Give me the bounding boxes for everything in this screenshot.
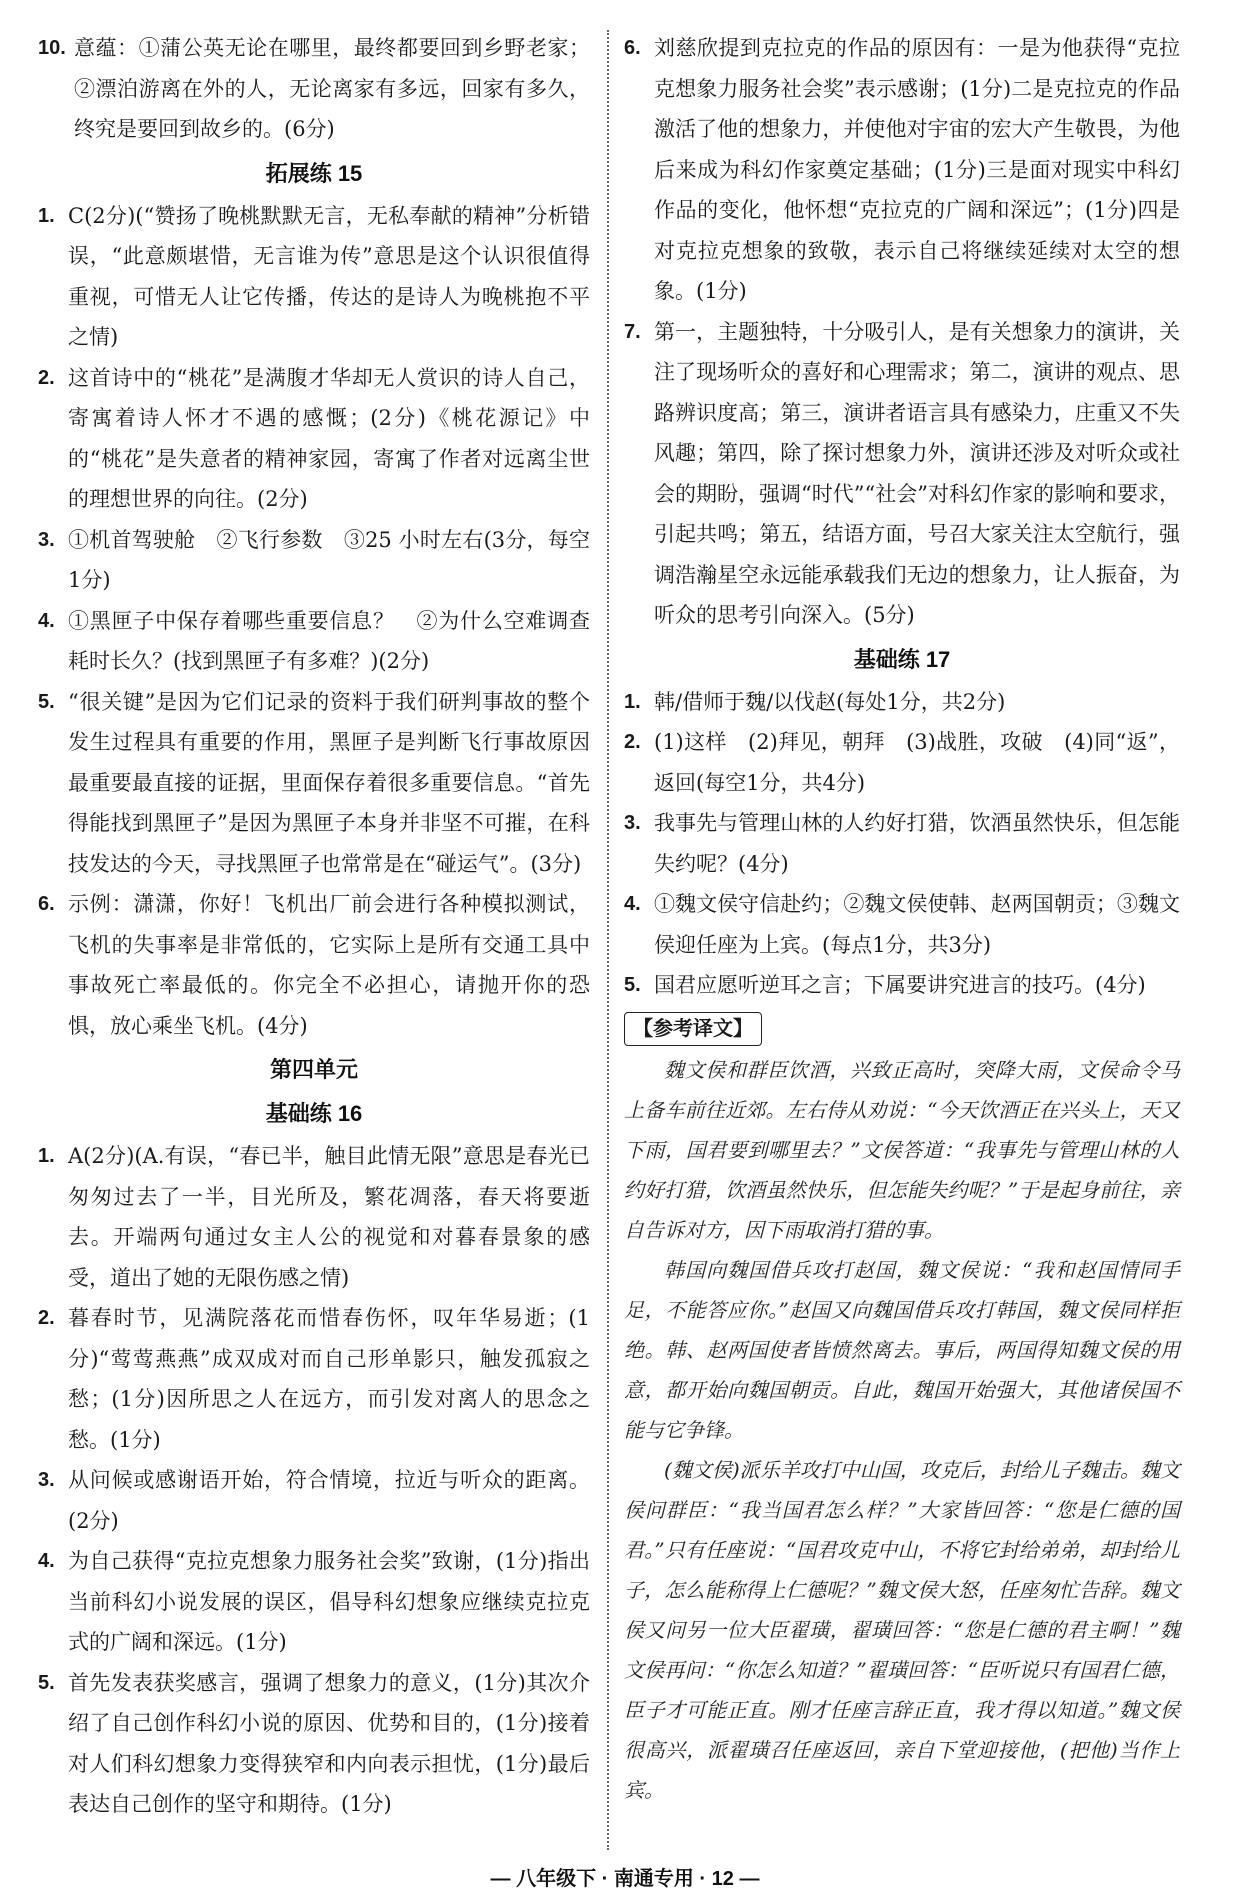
item-number: 1. bbox=[624, 690, 641, 713]
item-number: 5. bbox=[624, 974, 641, 996]
item-text: 刘慈欣提到克拉克的作品的原因有：一是为他获得“克拉克想象力服务社会奖”表示感谢；(1分)二是克拉克的作品激活了他的想象力，并使他对宇宙的宏大产生敬畏，为他后来成为科幻作家奠定基础；(1分)三是面对现实中科幻作品的变化，他怀想“克拉克的广阔和深远”；(1分)四是对克拉克想象的致敬，表示自己将继续延续对太空的想象。(1分) bbox=[654, 36, 1180, 303]
answer-item bbox=[38, 196, 590, 358]
item-number: 6. bbox=[38, 893, 55, 915]
item-text: 首先发表获奖感言，强调了想象力的意义，(1分)其次介绍了自己创作科幻小说的原因、优势和目的，(1分)接着对人们科幻想象力变得狭窄和内向表示担忧，(1分)最后表达自己创作的坚守和期待。(1分) bbox=[68, 1670, 590, 1816]
item-number: 10. bbox=[38, 37, 66, 59]
column-divider bbox=[607, 30, 609, 1850]
right-column bbox=[624, 28, 1180, 1810]
item-text: 韩/借师于魏/以伐赵(每处1分，共2分) bbox=[654, 689, 1006, 714]
item-number: 2. bbox=[38, 366, 55, 389]
item-number: 3. bbox=[624, 812, 641, 834]
item-number: 2. bbox=[38, 1307, 55, 1329]
item-text: 暮春时节，见满院落花而惜春伤怀，叹年华易逝；(1分)“莺莺燕燕”成双成对而自己形单影只，触发孤寂之愁；(1分)因所思之人在远方，而引发对离人的思念之愁。(1分) bbox=[68, 1306, 590, 1452]
answer-item bbox=[38, 682, 590, 885]
answer-item bbox=[38, 1460, 590, 1541]
answer-item bbox=[624, 682, 1180, 723]
item-number: 3. bbox=[38, 528, 55, 551]
item-text: 这首诗中的“桃花”是满腹才华却无人赏识的诗人自己，寄寓着诗人怀才不遇的感慨；(2分)《桃花源记》中的“桃花”是失意者的精神家园，寄寓了作者对远离尘世的理想世界的向往。(2分) bbox=[68, 365, 590, 511]
item-text: 国君应愿听逆耳之言；下属要讲究进言的技巧。(4分) bbox=[654, 973, 1146, 997]
item-number: 1. bbox=[38, 204, 55, 227]
answer-item bbox=[38, 884, 590, 1046]
item-number: 4. bbox=[38, 1550, 55, 1572]
item-number: 5. bbox=[38, 1671, 55, 1694]
item-text: 我事先与管理山林的人约好打猎，饮酒虽然快乐，但怎能失约呢？(4分) bbox=[654, 811, 1180, 876]
section-heading: 基础练 17 bbox=[853, 646, 951, 672]
item-text: 第一，主题独特，十分吸引人，是有关想象力的演讲，关注了现场听众的喜好和心理需求；第二，演讲的观点、思路辨识度高；第三，演讲者语言具有感染力，庄重又不失风趣；第四，除了探讨想象力外，演讲还涉及对听众或社会的期盼，强调“时代”“社会”对科幻作家的影响和要求，引起共鸣；第五，结语方面，号召大家关注太空航行，强调浩瀚星空永远能承载我们无边的想象力，让人振奋，为听众的思考引向深入。(5分) bbox=[654, 319, 1180, 627]
answer-item bbox=[38, 28, 590, 150]
answer-item bbox=[624, 312, 1180, 636]
item-number: 5. bbox=[38, 690, 55, 713]
answer-item bbox=[38, 358, 590, 520]
item-number: 7. bbox=[624, 320, 641, 343]
item-number: 3. bbox=[38, 1469, 55, 1491]
section-heading: 拓展练 15 bbox=[265, 160, 363, 186]
item-number: 2. bbox=[624, 731, 641, 753]
answer-item bbox=[624, 965, 1180, 1006]
item-number: 4. bbox=[624, 893, 641, 915]
item-text: ①黑匣子中保存着哪些重要信息？ ②为什么空难调查耗时长久？(找到黑匣子有多难？)(2分) bbox=[68, 608, 590, 673]
answer-item bbox=[38, 601, 590, 682]
answer-item bbox=[624, 884, 1180, 965]
answer-item bbox=[38, 1136, 590, 1298]
answer-item bbox=[624, 28, 1180, 312]
item-text: C(2分)(“赞扬了晚桃默默无言，无私奉献的精神”分析错误，“此意颇堪惜，无言谁为传”意思是这个认识很值得重视，可惜无人让它传播，传达的是诗人为晚桃抱不平之情) bbox=[68, 203, 590, 349]
page-footer: — 八年级下 · 南通专用 · 12 — bbox=[490, 1868, 760, 1890]
item-text: 意蕴：①蒲公英无论在哪里，最终都要回到乡野老家；②漂泊游离在外的人，无论离家有多远，回家有多久，终究是要回到故乡的。(6分) bbox=[74, 36, 590, 141]
translation-paragraph: 魏文侯和群臣饮酒，兴致正高时，突降大雨，文侯命令马上备车前往近郊。左右侍从劝说：“今天饮酒正在兴头上，天又下雨，国君要到哪里去？”文侯答道：“我事先与管理山林的人约好打猎，饮酒虽然快乐，但怎能失约呢？”于是起身前往，亲自告诉对方，因下雨取消打猎的事。 bbox=[624, 1057, 1180, 1242]
answer-item bbox=[38, 1541, 590, 1663]
left-column bbox=[38, 28, 590, 1825]
answer-item bbox=[38, 520, 590, 601]
item-text: A(2分)(A.有误，“春已半，触目此情无限”意思是春光已匆匆过去了一半，目光所及，繁花凋落，春天将要逝去。开端两句通过女主人公的视觉和对暮春景象的感受，道出了她的无限伤感之情) bbox=[68, 1144, 590, 1290]
item-text: 示例：潇潇，你好！飞机出厂前会进行各种模拟测试，飞机的失事率是非常低的，它实际上是所有交通工具中事故死亡率最低的。你完全不必担心，请抛开你的恐惧，放心乘坐飞机。(4分) bbox=[68, 892, 590, 1038]
item-text: 为自己获得“克拉克想象力服务社会奖”致谢，(1分)指出当前科幻小说发展的误区，倡导科幻想象应继续克拉克式的广阔和深远。(1分) bbox=[68, 1549, 590, 1654]
item-number: 4. bbox=[38, 609, 55, 632]
translation-paragraph: 韩国向魏国借兵攻打赵国，魏文侯说：“我和赵国情同手足，不能答应你。”赵国又向魏国借兵攻打韩国，魏文侯同样拒绝。韩、赵两国使者皆愤然离去。事后，两国得知魏文侯的用意，都开始向魏国朝贡。自此，魏国开始强大，其他诸侯国不能与它争锋。 bbox=[624, 1257, 1180, 1442]
translation-paragraph: (魏文侯)派乐羊攻打中山国，攻克后，封给儿子魏击。魏文侯问群臣：“我当国君怎么样？”大家皆回答：“您是仁德的国君。”只有任座说：“国君攻克中山，不将它封给弟弟，却封给儿子，怎么能称得上仁德呢？”魏文侯大怒，任座匆忙告辞。魏文侯又问另一位大臣翟璜，翟璜回答：“您是仁德的君主啊！”魏文侯再问：“你怎么知道？”翟璜回答：“臣听说只有国君仁德，臣子才可能正直。刚才任座言辞正直，我才得以知道。”魏文侯很高兴，派翟璜召任座返回，亲自下堂迎接他，(把他)当作上宾。 bbox=[624, 1457, 1180, 1802]
item-text: ①魏文侯守信赴约；②魏文侯使韩、赵两国朝贡；③魏文侯迎任座为上宾。(每点1分，共3分) bbox=[654, 892, 1180, 957]
answer-item bbox=[38, 1298, 590, 1460]
answer-item bbox=[38, 1663, 590, 1825]
item-text: “很关键”是因为它们记录的资料于我们研判事故的整个发生过程具有重要的作用，黑匣子是判断飞行事故原因最重要最直接的证据，里面保存着很多重要信息。“首先得能找到黑匣子”是因为黑匣子本身并非坚不可摧，在科技发达的今天，寻找黑匣子也常常是在“碰运气”。(3分) bbox=[68, 689, 590, 876]
item-number: 1. bbox=[38, 1145, 55, 1167]
item-text: 从问候或感谢语开始，符合情境，拉近与听众的距离。(2分) bbox=[68, 1468, 590, 1533]
item-text: ①机首驾驶舱 ②飞行参数 ③25 小时左右(3分，每空1分) bbox=[68, 527, 590, 592]
reference-translation-tag: 【参考译文】 bbox=[624, 1012, 762, 1046]
unit-heading: 第四单元 bbox=[269, 1057, 358, 1082]
answer-item bbox=[624, 722, 1180, 803]
item-text: (1)这样 (2)拜见，朝拜 (3)战胜，攻破 (4)同“返”，返回(每空1分，共4分) bbox=[654, 730, 1180, 795]
answer-item bbox=[624, 803, 1180, 884]
item-number: 6. bbox=[624, 37, 641, 59]
section-heading: 基础练 16 bbox=[265, 1101, 363, 1126]
